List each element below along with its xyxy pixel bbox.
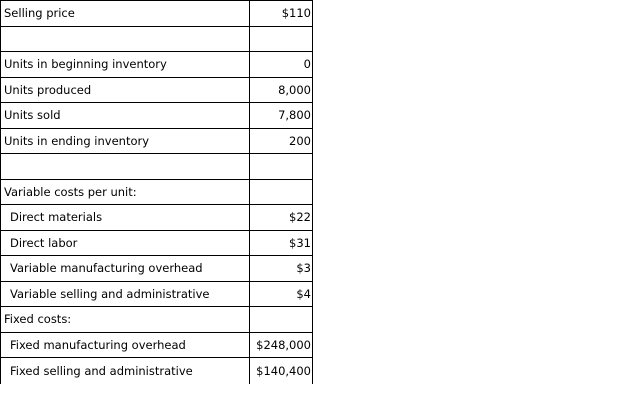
value-blank-1: [250, 27, 313, 52]
row-fixed-selling-admin: [1, 358, 313, 384]
row-units-beginning-inventory: [1, 52, 313, 78]
value-fixed-manufacturing-overhead: $248,000: [250, 333, 313, 358]
label-direct-labor: Direct labor: [1, 231, 250, 256]
cost-data-table: [0, 0, 313, 384]
label-variable-selling-admin: Variable selling and administrative: [1, 282, 250, 307]
row-variable-manufacturing-overhead: [1, 256, 313, 282]
label-variable-costs-header: Variable costs per unit:: [1, 180, 250, 205]
value-direct-labor: $31: [250, 231, 313, 256]
label-units-ending-inventory: Units in ending inventory: [1, 129, 250, 154]
value-blank-2: [250, 154, 313, 179]
row-units-ending-inventory: [1, 129, 313, 155]
label-fixed-selling-admin: Fixed selling and administrative: [1, 358, 250, 384]
row-fixed-costs-header: [1, 307, 313, 333]
value-units-produced: 8,000: [250, 78, 313, 103]
row-blank-1: [1, 27, 313, 53]
label-fixed-costs-header: Fixed costs:: [1, 307, 250, 332]
row-direct-materials: [1, 205, 313, 231]
row-fixed-manufacturing-overhead: [1, 333, 313, 359]
label-units-produced: Units produced: [1, 78, 250, 103]
value-direct-materials: $22: [250, 205, 313, 230]
value-variable-manufacturing-overhead: $3: [250, 256, 313, 281]
value-units-ending-inventory: 200: [250, 129, 313, 154]
label-selling-price: Selling price: [1, 1, 250, 26]
label-variable-manufacturing-overhead: Variable manufacturing overhead: [1, 256, 250, 281]
row-variable-costs-header: [1, 180, 313, 206]
label-blank-2: [1, 154, 250, 179]
value-units-sold: 7,800: [250, 103, 313, 128]
row-selling-price: [1, 1, 313, 27]
label-units-sold: Units sold: [1, 103, 250, 128]
value-fixed-selling-admin: $140,400: [250, 358, 313, 384]
row-units-sold: [1, 103, 313, 129]
value-selling-price: $110: [250, 1, 313, 26]
label-fixed-manufacturing-overhead: Fixed manufacturing overhead: [1, 333, 250, 358]
row-variable-selling-admin: [1, 282, 313, 308]
label-blank-1: [1, 27, 250, 52]
row-blank-2: [1, 154, 313, 180]
label-direct-materials: Direct materials: [1, 205, 250, 230]
label-units-beginning-inventory: Units in beginning inventory: [1, 52, 250, 77]
row-units-produced: [1, 78, 313, 104]
value-fixed-costs-header: [250, 307, 313, 332]
value-units-beginning-inventory: 0: [250, 52, 313, 77]
value-variable-costs-header: [250, 180, 313, 205]
value-variable-selling-admin: $4: [250, 282, 313, 307]
row-direct-labor: [1, 231, 313, 257]
